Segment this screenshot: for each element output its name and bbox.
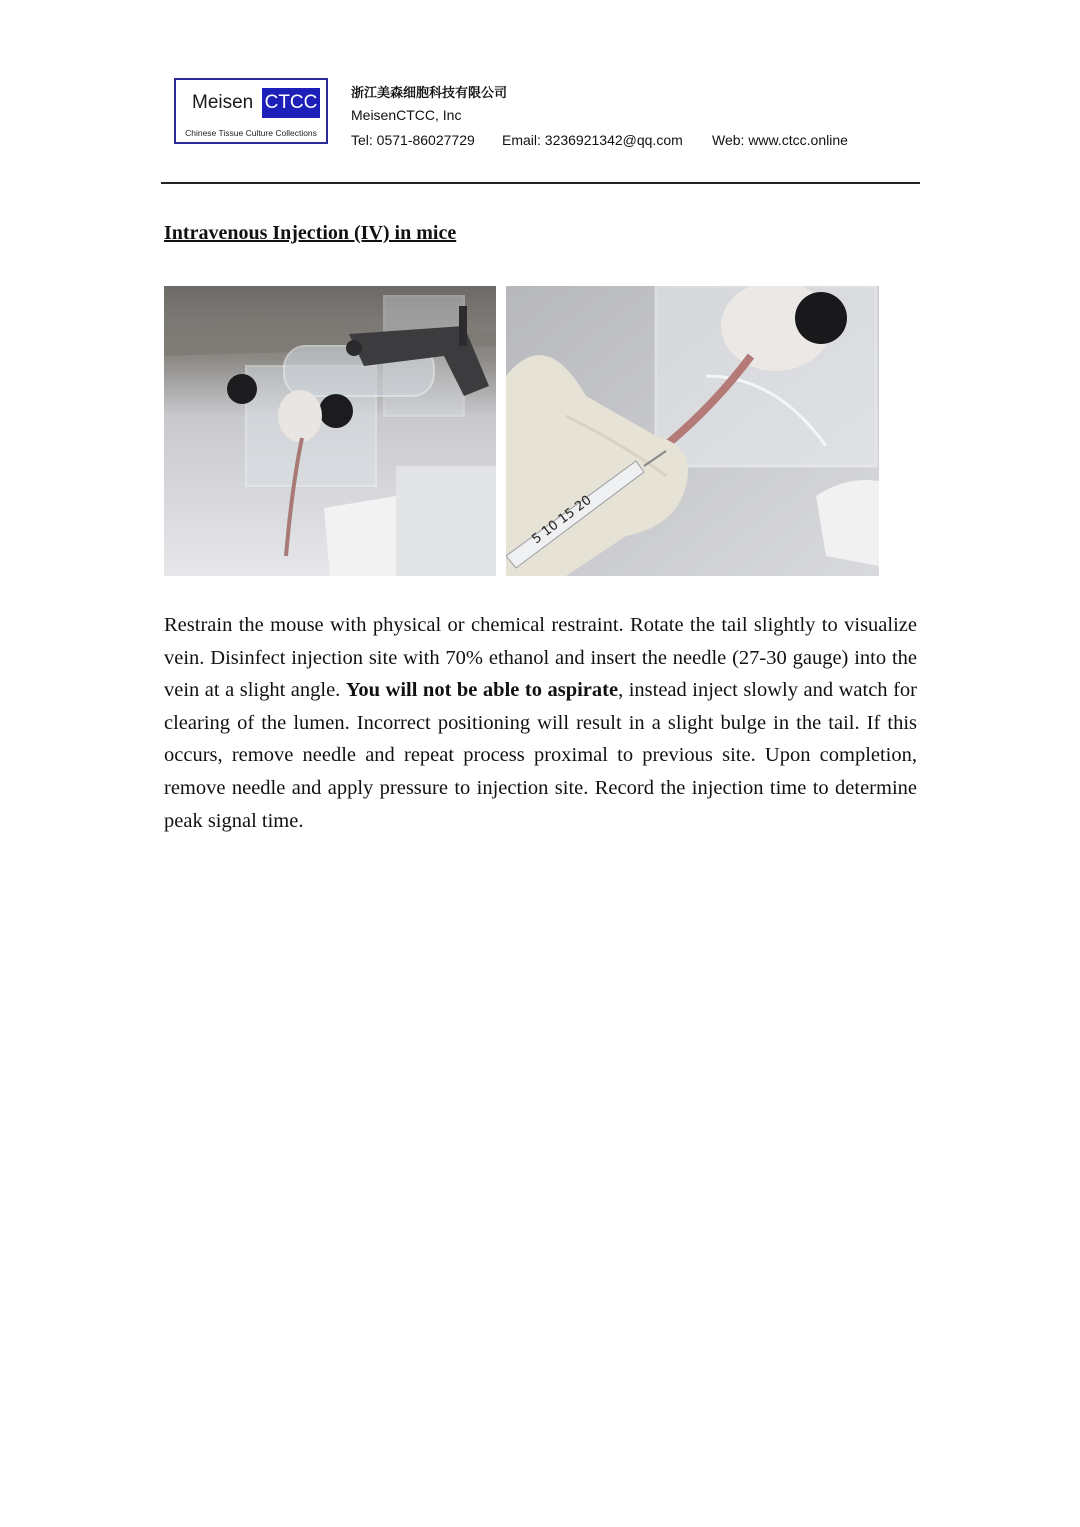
body-text-bold: You will not be able to aspirate xyxy=(345,679,619,702)
body-text-part2: , instead inject slowly and watch for clearing of the lumen. Incorrect positioning will result in a slight bulge in the tail. If this occurs, remove needle and repeat process proximal to previous site. Upon completion, remove needle and apply pressure to injection site. Record the injection time to determine peak signal time. xyxy=(164,679,917,832)
logo-subtitle: Chinese Tissue Culture Collections xyxy=(185,128,317,138)
company-name-en: MeisenCTCC, Inc xyxy=(351,107,462,123)
header-divider xyxy=(161,182,920,184)
logo-box-word: CTCC xyxy=(262,88,320,118)
contact-web: Web: www.ctcc.online xyxy=(712,132,848,148)
body-paragraph xyxy=(164,609,917,837)
company-logo xyxy=(174,78,328,144)
contact-tel: Tel: 0571-86027729 xyxy=(351,132,475,148)
body-text-part1: Restrain the mouse with physical or chemical restraint. Rotate the tail slightly to visualize vein. Disinfect injection site with 70% ethanol and insert the needle (27-30 gauge) into the vein at a slight angle. xyxy=(164,614,917,702)
company-name-cn: 浙江美森细胞科技有限公司 xyxy=(351,86,508,101)
page-title: Intravenous Injection (IV) in mice xyxy=(164,222,457,244)
svg-text:5 10 15 20: 5 10 15 20 xyxy=(529,492,595,548)
logo-word: Meisen xyxy=(192,92,254,113)
mouse-restrainer-photo xyxy=(164,286,496,576)
tail-vein-injection-photo xyxy=(506,286,879,576)
contact-email: Email: 3236921342@qq.com xyxy=(502,132,683,148)
